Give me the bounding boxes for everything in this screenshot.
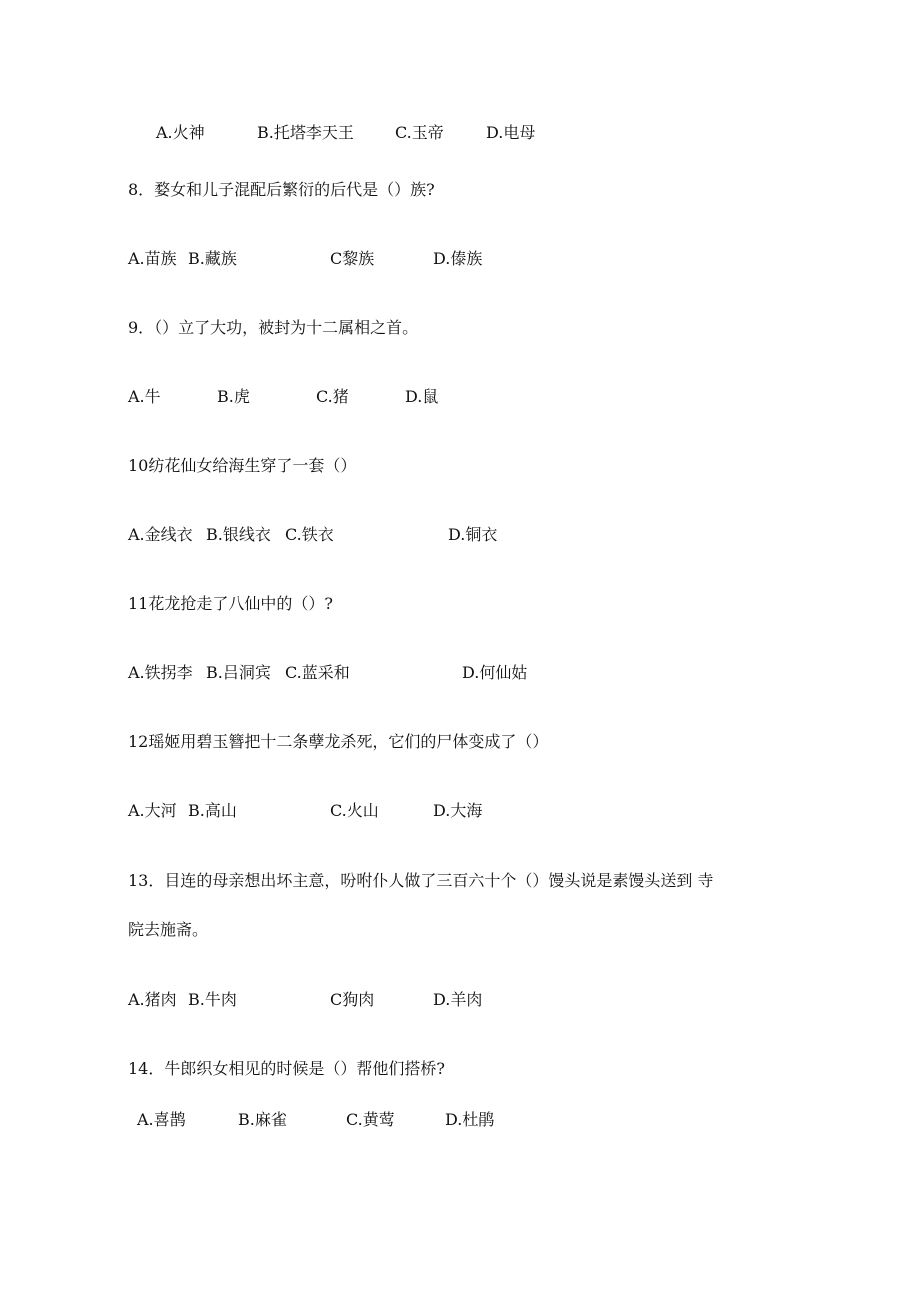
q14-option-b: B.麻雀 — [238, 1110, 287, 1129]
q12-option-b: B.高山 — [188, 801, 237, 820]
q11-option-c: C.蓝采和 — [285, 663, 350, 682]
q7-option-d: D.电母 — [486, 123, 536, 142]
q7-option-b: B.托塔李天王 — [257, 123, 354, 142]
q8-question-text: 8．婺女和儿子混配后繁衍的后代是（）族? — [128, 180, 435, 199]
q8-option-b: B.藏族 — [188, 249, 237, 268]
q10-question-text: 10纺花仙女给海生穿了一套（） — [128, 456, 357, 475]
q13-question-text-2: 院去施斋。 — [128, 920, 209, 939]
q11-option-d: D.何仙姑 — [462, 663, 528, 682]
q14-option-d: D.杜鹃 — [445, 1110, 495, 1129]
q11-option-a: A.铁拐李 — [128, 663, 193, 682]
q8-option-a: A.苗族 — [128, 249, 177, 268]
q7-option-c: C.玉帝 — [395, 123, 444, 142]
q14-option-c: C.黄莺 — [346, 1110, 395, 1129]
q9-option-a: A.牛 — [128, 387, 161, 406]
q14-option-a: A.喜鹊 — [137, 1110, 186, 1129]
q13-option-a: A.猪肉 — [128, 990, 177, 1009]
q10-option-c: C.铁衣 — [285, 525, 334, 544]
q8-option-d: D.傣族 — [433, 249, 483, 268]
q13-option-c: C狗肉 — [330, 990, 375, 1009]
q12-option-d: D.大海 — [433, 801, 483, 820]
q11-option-b: B.吕洞宾 — [206, 663, 271, 682]
q14-question-text: 14．牛郎织女相见的时候是（）帮他们搭桥? — [128, 1059, 445, 1078]
q9-question-text: 9．（）立了大功，被封为十二属相之首。 — [128, 318, 419, 337]
q8-option-c: C黎族 — [330, 249, 375, 268]
q12-option-c: C.火山 — [330, 801, 379, 820]
q10-option-d: D.铜衣 — [448, 525, 498, 544]
q13-option-d: D.羊肉 — [433, 990, 483, 1009]
q11-question-text: 11花龙抢走了八仙中的（）? — [128, 594, 333, 613]
q12-question-text: 12瑶姬用碧玉簪把十二条孽龙杀死，它们的尸体变成了（） — [128, 732, 549, 751]
q13-question-text-1: 13．目连的母亲想出坏主意，吩咐仆人做了三百六十个（）馒头说是素馒头送到 寺 — [128, 871, 714, 890]
q9-option-b: B.虎 — [217, 387, 250, 406]
q12-option-a: A.大河 — [128, 801, 177, 820]
q10-option-b: B.银线衣 — [206, 525, 271, 544]
q13-option-b: B.牛肉 — [188, 990, 237, 1009]
q7-option-a: A.火神 — [156, 123, 205, 142]
q10-option-a: A.金线衣 — [128, 525, 193, 544]
q9-option-c: C.猪 — [316, 387, 349, 406]
q9-option-d: D.鼠 — [405, 387, 439, 406]
